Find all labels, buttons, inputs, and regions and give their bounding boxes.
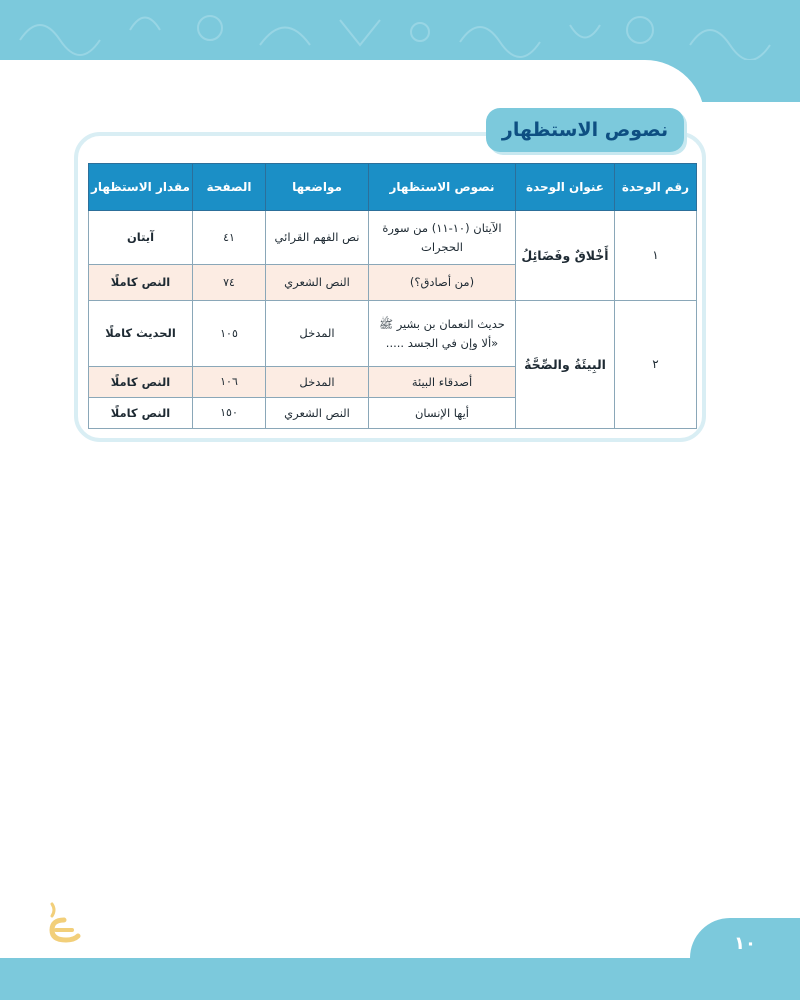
header-unit-title: عنوان الوحدة xyxy=(516,164,615,211)
header-page: الصفحة xyxy=(193,164,266,211)
text-location: المدخل xyxy=(266,301,369,367)
header-amount: مقدار الاستظهار xyxy=(89,164,193,211)
recitation-amount: النص كاملًا xyxy=(89,265,193,301)
publisher-logo-icon xyxy=(44,898,84,948)
table-row xyxy=(89,211,697,265)
recitation-amount: آيتان xyxy=(89,211,193,265)
recitation-text: الآيتان (١٠-١١) من سورة الحجرات xyxy=(369,211,516,265)
text-location: نص الفهم القرائي xyxy=(266,211,369,265)
unit-title: البِيئَةُ والصِّحَّةُ xyxy=(516,301,615,429)
text-location: النص الشعري xyxy=(266,398,369,429)
header-texts: نصوص الاستظهار xyxy=(369,164,516,211)
page-number-cell: ١٠٥ xyxy=(193,301,266,367)
recitation-text: أيها الإنسان xyxy=(369,398,516,429)
recitation-amount: النص كاملًا xyxy=(89,398,193,429)
header-locations: مواضعها xyxy=(266,164,369,211)
text-location: النص الشعري xyxy=(266,265,369,301)
recitation-amount: الحديث كاملًا xyxy=(89,301,193,367)
page-number-cell: ١٥٠ xyxy=(193,398,266,429)
page-number-cell: ٧٤ xyxy=(193,265,266,301)
recitation-text: أصدقاء البيئة xyxy=(369,367,516,398)
recitation-amount: النص كاملًا xyxy=(89,367,193,398)
unit-number: ١ xyxy=(615,211,697,301)
bottom-banner xyxy=(0,958,800,1000)
unit-title: أَخْلاقٌ وفَضَائِلُ xyxy=(516,211,615,301)
recitation-text: (من أصادق؟) xyxy=(369,265,516,301)
recitation-table xyxy=(88,163,697,429)
table-header-row xyxy=(89,164,697,211)
page-number-cell: ١٠٦ xyxy=(193,367,266,398)
unit-number: ٢ xyxy=(615,301,697,429)
table-row xyxy=(89,301,697,367)
page-number-tab xyxy=(690,918,800,968)
text-location: المدخل xyxy=(266,367,369,398)
page-number: ١٠ xyxy=(734,932,756,954)
section-title-tab xyxy=(486,108,684,152)
decorative-pattern xyxy=(0,0,800,60)
recitation-text: حديث النعمان بن بشير ﷺ «ألا وإن في الجسد ..... xyxy=(369,301,516,367)
page-number-cell: ٤١ xyxy=(193,211,266,265)
header-unit-number: رقم الوحدة xyxy=(615,164,697,211)
section-title: نصوص الاستظهار xyxy=(501,119,669,141)
